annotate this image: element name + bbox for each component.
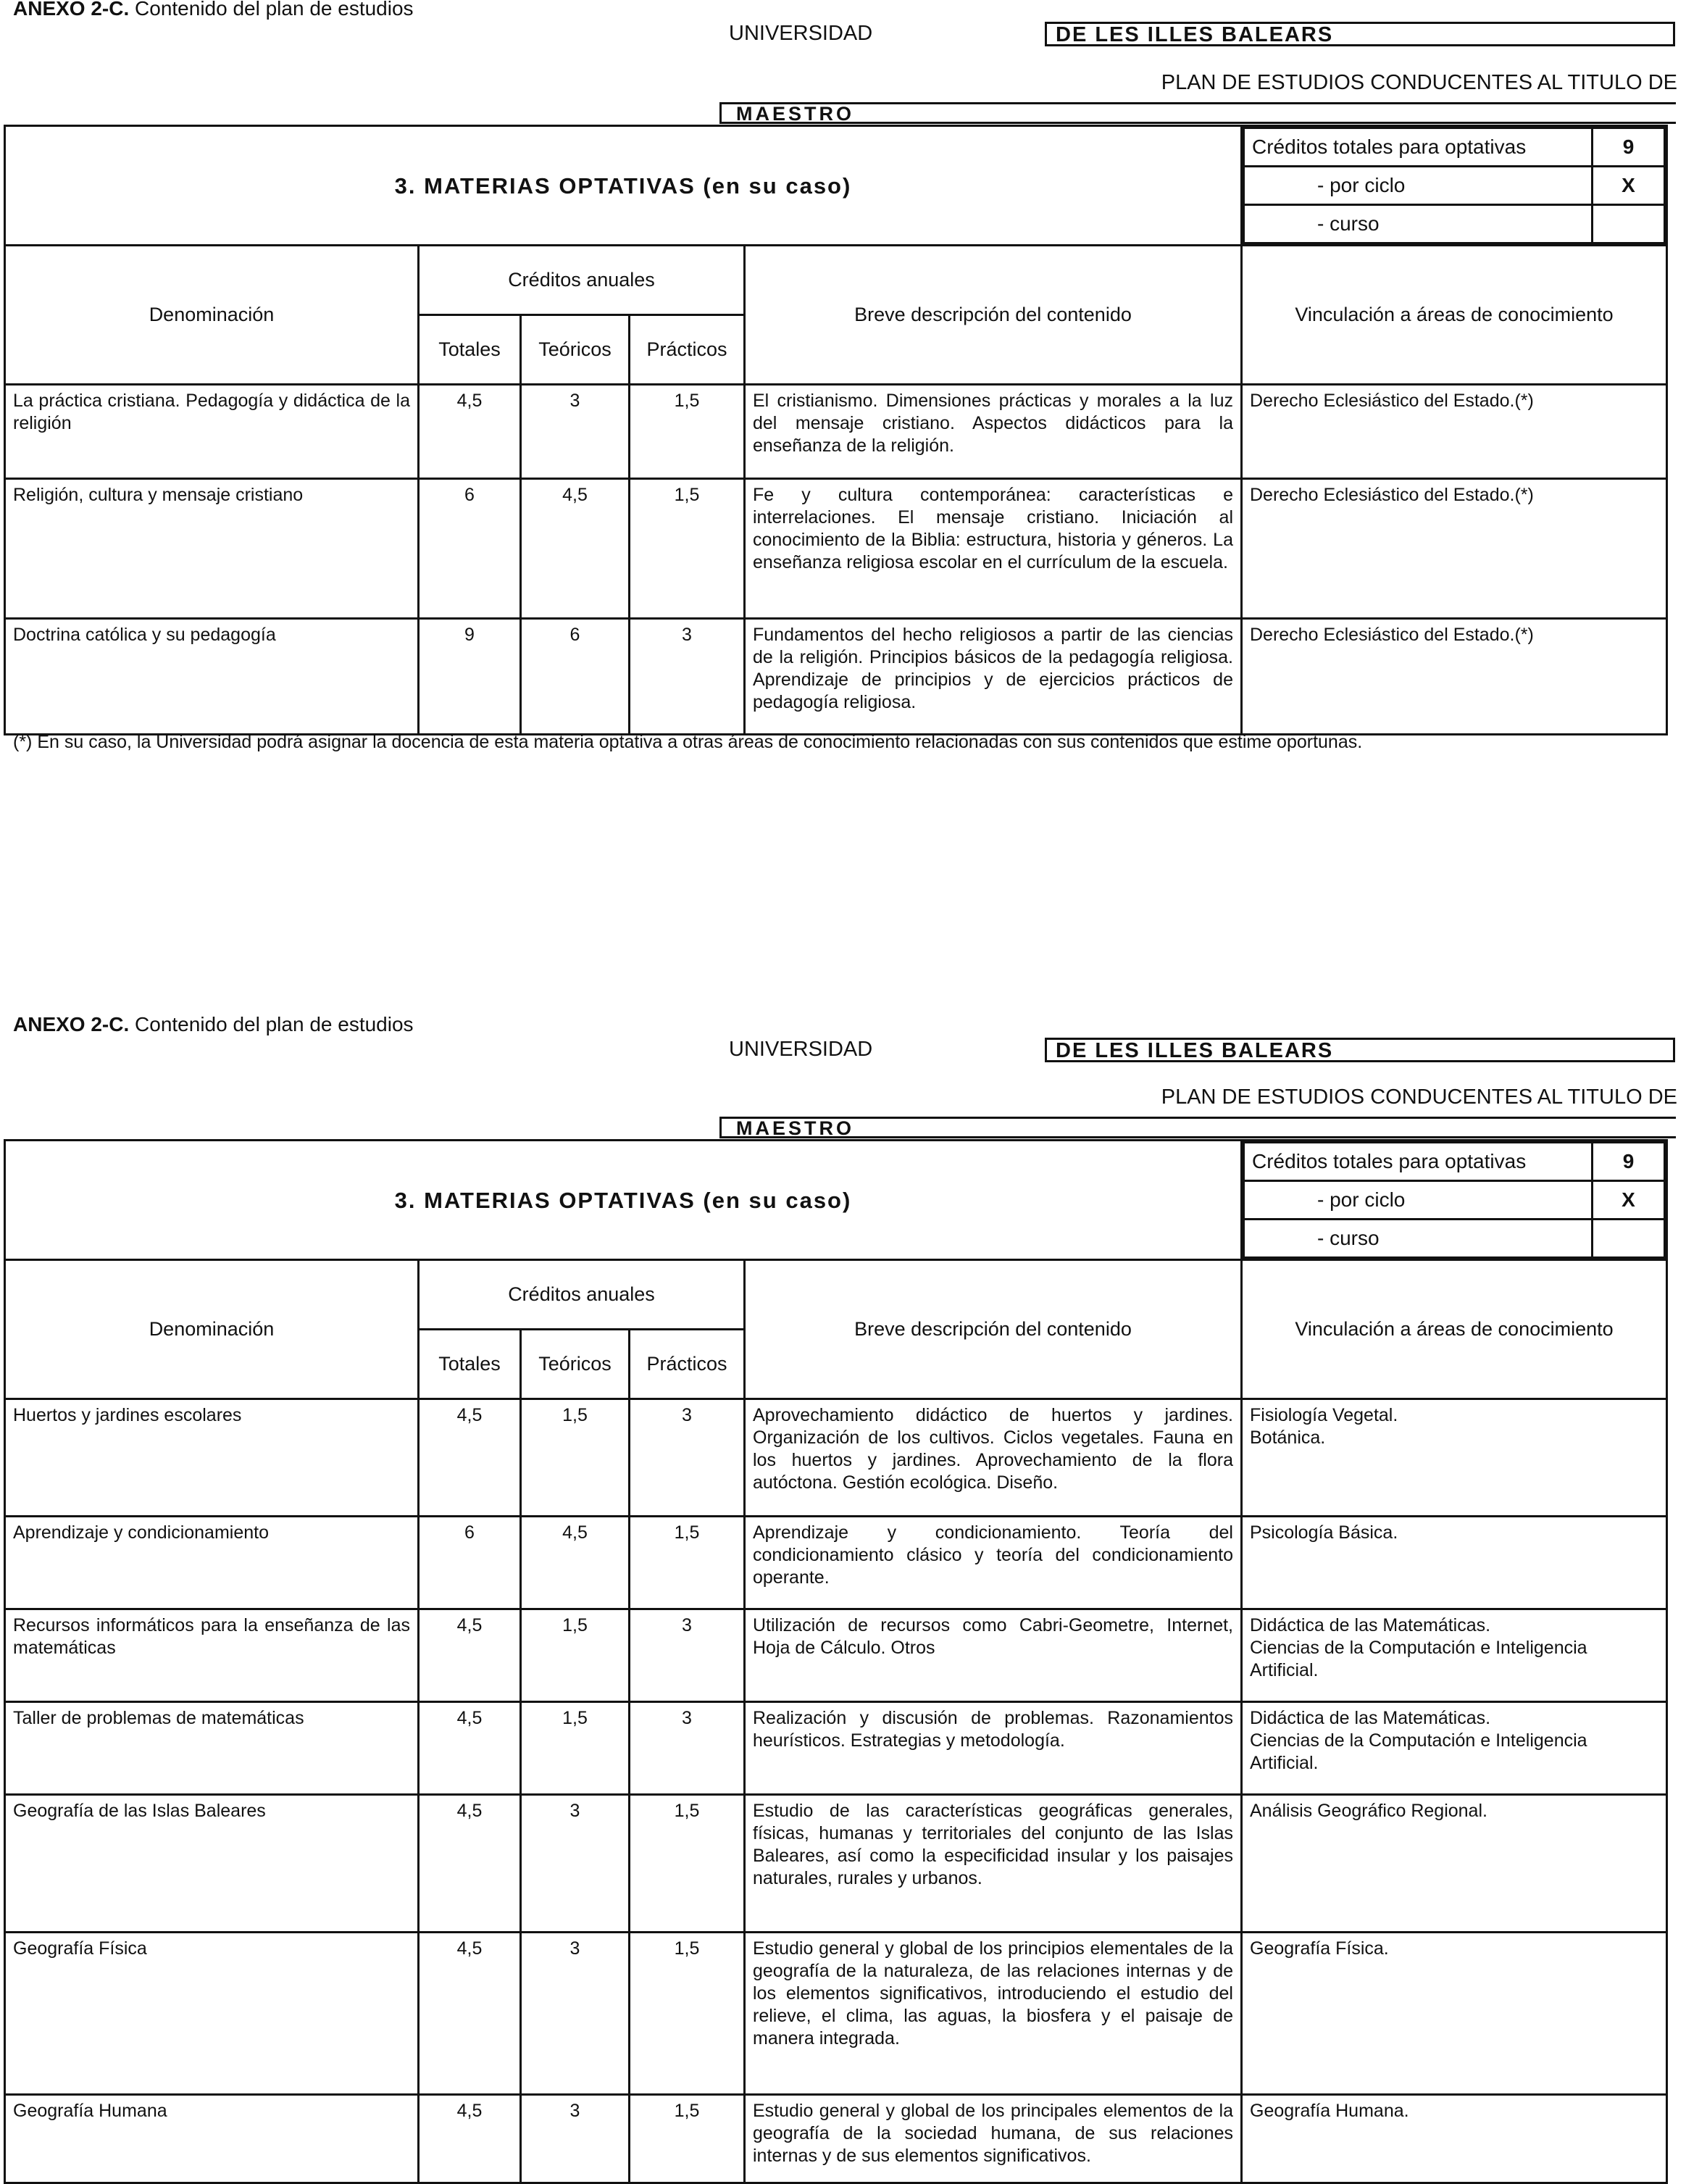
denominacion-cell: Taller de problemas de matemáticas: [5, 1702, 419, 1795]
table-row: [5, 1609, 1667, 1702]
vinculacion-cell: Derecho Eclesiástico del Estado.(*): [1242, 479, 1667, 619]
col-descripcion-2: Breve descripción del contenido: [745, 1260, 1242, 1399]
plan-label: PLAN DE ESTUDIOS CONDUCENTES AL TITULO DE: [1161, 71, 1677, 94]
denominacion-cell: Geografía Humana: [5, 2095, 419, 2183]
vinculacion-cell: Didáctica de las Matemáticas. Ciencias de la Computación e Inteligencia Artificial.: [1242, 1702, 1667, 1795]
denominacion-cell: Recursos informáticos para la enseñanza de las matemáticas: [5, 1609, 419, 1702]
table-row: [5, 479, 1667, 619]
teoricos-cell: 3: [521, 1933, 630, 2095]
totales-cell: 4,5: [419, 1933, 521, 2095]
vinculacion-cell: Derecho Eclesiástico del Estado.(*): [1242, 619, 1667, 735]
descripcion-cell: Aprendizaje y condicionamiento. Teoría del condicionamiento clásico y teoría del condicionamiento operante.: [745, 1517, 1242, 1609]
table-row: [5, 1933, 1667, 2095]
totales-cell: 4,5: [419, 2095, 521, 2183]
denominacion-cell: Aprendizaje y condicionamiento: [5, 1517, 419, 1609]
teoricos-cell: 6: [521, 619, 630, 735]
credits-ciclo-label-2: - por ciclo: [1244, 1181, 1593, 1220]
teoricos-cell: 3: [521, 2095, 630, 2183]
totales-cell: 9: [419, 619, 521, 735]
totales-cell: 4,5: [419, 1795, 521, 1933]
descripcion-cell: Aprovechamiento didáctico de huertos y jardines. Organización de los cultivos. Ciclos vegetales. Fauna en los huertos y jardines. Aprovechamiento de la flora autóctona. Gestión ecológica. Diseño.: [745, 1399, 1242, 1517]
credits-curso-value: [1593, 205, 1665, 243]
col-creditos-anuales: Créditos anuales: [419, 246, 745, 315]
practicos-cell: 1,5: [630, 2095, 745, 2183]
titulo-value: MAESTRO: [719, 102, 1676, 124]
col-teoricos-2: Teóricos: [521, 1330, 630, 1399]
table-row: [5, 1399, 1667, 1517]
credits-curso-label: - curso: [1244, 205, 1593, 243]
page1-body: [5, 385, 1667, 735]
denominacion-cell: Huertos y jardines escolares: [5, 1399, 419, 1517]
practicos-cell: 1,5: [630, 1933, 745, 2095]
anexo-label: ANEXO 2-C.: [13, 0, 130, 20]
totales-cell: 4,5: [419, 1399, 521, 1517]
table-row: [5, 1795, 1667, 1933]
section-title: 3. MATERIAS OPTATIVAS (en su caso): [5, 126, 1242, 246]
vinculacion-cell: Psicología Básica.: [1242, 1517, 1667, 1609]
anexo-title: [13, 0, 414, 20]
table-row: [5, 2095, 1667, 2183]
vinculacion-cell: Geografía Física.: [1242, 1933, 1667, 2095]
practicos-cell: 1,5: [630, 1795, 745, 1933]
descripcion-cell: Realización y discusión de problemas. Razonamientos heurísticos. Estrategias y metodología.: [745, 1702, 1242, 1795]
totales-cell: 4,5: [419, 1609, 521, 1702]
optativas-table: [4, 125, 1668, 735]
credits-total-value: 9: [1593, 128, 1665, 167]
credits-curso-label-2: - curso: [1244, 1220, 1593, 1258]
credits-box: [1242, 126, 1667, 246]
credits-box-2: [1242, 1141, 1667, 1260]
practicos-cell: 1,5: [630, 479, 745, 619]
denominacion-cell: Religión, cultura y mensaje cristiano: [5, 479, 419, 619]
col-practicos-2: Prácticos: [630, 1330, 745, 1399]
descripcion-cell: Utilización de recursos como Cabri-Geometre, Internet, Hoja de Cálculo. Otros: [745, 1609, 1242, 1702]
table-row: [5, 1517, 1667, 1609]
credits-ciclo-value-2: X: [1593, 1181, 1665, 1220]
col-totales: Totales: [419, 315, 521, 385]
anexo-text: Contenido del plan de estudios: [135, 0, 414, 20]
col-practicos: Prácticos: [630, 315, 745, 385]
totales-cell: 4,5: [419, 1702, 521, 1795]
table-row: [5, 1702, 1667, 1795]
vinculacion-cell: Fisiología Vegetal. Botánica.: [1242, 1399, 1667, 1517]
anexo-title-2: [13, 1013, 414, 1036]
credits-ciclo-value: X: [1593, 167, 1665, 205]
credits-total-label-2: Créditos totales para optativas: [1244, 1143, 1593, 1181]
col-denominacion-2: Denominación: [5, 1260, 419, 1399]
practicos-cell: 3: [630, 1609, 745, 1702]
vinculacion-cell: Geografía Humana.: [1242, 2095, 1667, 2183]
denominacion-cell: Doctrina católica y su pedagogía: [5, 619, 419, 735]
vinculacion-cell: Didáctica de las Matemáticas. Ciencias de la Computación e Inteligencia Artificial.: [1242, 1609, 1667, 1702]
col-teoricos: Teóricos: [521, 315, 630, 385]
section-title-2: 3. MATERIAS OPTATIVAS (en su caso): [5, 1141, 1242, 1260]
table-row: [5, 619, 1667, 735]
descripcion-cell: Fe y cultura contemporánea: características e interrelaciones. El mensaje cristiano. Iniciación al conocimiento de la Biblia: estructura, historia y géneros. La enseñanza religiosa escolar en el currículum de la escuela.: [745, 479, 1242, 619]
practicos-cell: 3: [630, 619, 745, 735]
col-descripcion: Breve descripción del contenido: [745, 246, 1242, 385]
anexo-text-2: Contenido del plan de estudios: [135, 1013, 414, 1035]
descripcion-cell: El cristianismo. Dimensiones prácticas y morales a la luz del mensaje cristiano. Aspectos didácticos para la enseñanza de la religión.: [745, 385, 1242, 479]
practicos-cell: 1,5: [630, 1517, 745, 1609]
universidad-label: UNIVERSIDAD: [729, 22, 873, 45]
teoricos-cell: 3: [521, 385, 630, 479]
descripcion-cell: Estudio de las características geográficas generales, físicas, humanas y territoriales del conjunto de las Islas Baleares, así como la especificidad insular y los paisajes naturales, rurales y urbanos.: [745, 1795, 1242, 1933]
col-vinculacion-2: Vinculación a áreas de conocimiento: [1242, 1260, 1667, 1399]
footnote: (*) En su caso, la Universidad podrá asignar la docencia de esta materia optativa a otras áreas de conocimiento relacionadas con sus contenidos que estime oportunas.: [13, 732, 1363, 752]
universidad-value: DE LES ILLES BALEARS: [1045, 22, 1675, 46]
teoricos-cell: 4,5: [521, 1517, 630, 1609]
totales-cell: 6: [419, 1517, 521, 1609]
titulo-value-2: MAESTRO: [719, 1117, 1676, 1138]
teoricos-cell: 1,5: [521, 1399, 630, 1517]
plan-label-2: PLAN DE ESTUDIOS CONDUCENTES AL TITULO DE: [1161, 1085, 1677, 1109]
totales-cell: 4,5: [419, 385, 521, 479]
credits-total-label: Créditos totales para optativas: [1244, 128, 1593, 167]
vinculacion-cell: Análisis Geográfico Regional.: [1242, 1795, 1667, 1933]
descripcion-cell: Estudio general y global de los principios elementales de la geografía de la naturaleza, de las relaciones internas y de los elementos significativos, introduciendo el estudio del relieve, el clima, las aguas, la biosfera y el paisaje de manera integrada.: [745, 1933, 1242, 2095]
anexo-label-2: ANEXO 2-C.: [13, 1013, 130, 1035]
page2-body: [5, 1399, 1667, 2183]
universidad-value-2: DE LES ILLES BALEARS: [1045, 1038, 1675, 1062]
totales-cell: 6: [419, 479, 521, 619]
vinculacion-cell: Derecho Eclesiástico del Estado.(*): [1242, 385, 1667, 479]
teoricos-cell: 3: [521, 1795, 630, 1933]
descripcion-cell: Fundamentos del hecho religiosos a partir de las ciencias de la religión. Principios básicos de la pedagogía religiosa. Aprendizaje de principios y de ejercicios prácticos de pedagogía religiosa.: [745, 619, 1242, 735]
col-vinculacion: Vinculación a áreas de conocimiento: [1242, 246, 1667, 385]
practicos-cell: 1,5: [630, 385, 745, 479]
universidad-label-2: UNIVERSIDAD: [729, 1038, 873, 1061]
credits-curso-value-2: [1593, 1220, 1665, 1258]
credits-ciclo-label: - por ciclo: [1244, 167, 1593, 205]
denominacion-cell: Geografía de las Islas Baleares: [5, 1795, 419, 1933]
table-row: [5, 385, 1667, 479]
col-creditos-anuales-2: Créditos anuales: [419, 1260, 745, 1330]
teoricos-cell: 1,5: [521, 1702, 630, 1795]
denominacion-cell: La práctica cristiana. Pedagogía y didáctica de la religión: [5, 385, 419, 479]
col-denominacion: Denominación: [5, 246, 419, 385]
col-totales-2: Totales: [419, 1330, 521, 1399]
teoricos-cell: 1,5: [521, 1609, 630, 1702]
credits-total-value-2: 9: [1593, 1143, 1665, 1181]
descripcion-cell: Estudio general y global de los principales elementos de la geografía de la sociedad humana, de sus relaciones internas y de sus elementos significativos.: [745, 2095, 1242, 2183]
optativas-table-2: [4, 1139, 1668, 2184]
practicos-cell: 3: [630, 1702, 745, 1795]
teoricos-cell: 4,5: [521, 479, 630, 619]
denominacion-cell: Geografía Física: [5, 1933, 419, 2095]
practicos-cell: 3: [630, 1399, 745, 1517]
